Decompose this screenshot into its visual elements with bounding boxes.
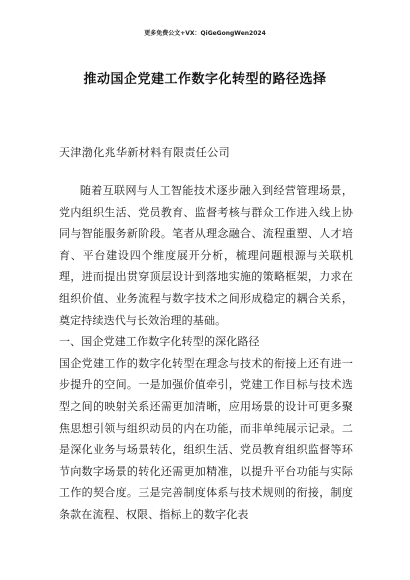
page-header: 更多免费公文+VX：QiGeGongWen2024 bbox=[144, 30, 266, 37]
document-title: 推动国企党建工作数字化转型的路径选择 bbox=[83, 72, 327, 87]
intro-paragraph: 随着互联网与人工智能技术逐步融入到经营管理场景，党内组织生活、党员教育、监督考核与群众工作进入线上协同与智能服务新阶段。笔者从理念融合、流程重塑、人才培育、平台建设四个维度展开分析，梳理问题根源与关联机理，进而提出贯穿顶层设计到落地实施的策略框架，力求在组织价值、业务流程与数字技术之间形成稳定的耦合关系，奠定持续迭代与长效治理的基础。 bbox=[59, 184, 353, 327]
document-body bbox=[59, 180, 353, 526]
section-paragraph: 国企党建工作的数字化转型在理念与技术的衔接上还有进一步提升的空间。一是加强价值牵引，党建工作目标与技术选型之间的映射关系还需更加清晰，应用场景的设计可更多聚焦思想引领与组织动员的内在功能，而非单纯展示记录。二是深化业务与场景转化，组织生活、党员教育组织监督等环节向数字场景的转化还需更加精准，以提升平台功能与实际工作的契合度。三是完善制度体系与技术规则的衔接，制度条款在流程、权限、指标上的数字化表 bbox=[59, 356, 353, 521]
section-heading: 一、国企党建工作数字化转型的深化路径 bbox=[59, 335, 260, 349]
company-name: 天津渤化兆华新材料有限责任公司 bbox=[59, 146, 230, 159]
